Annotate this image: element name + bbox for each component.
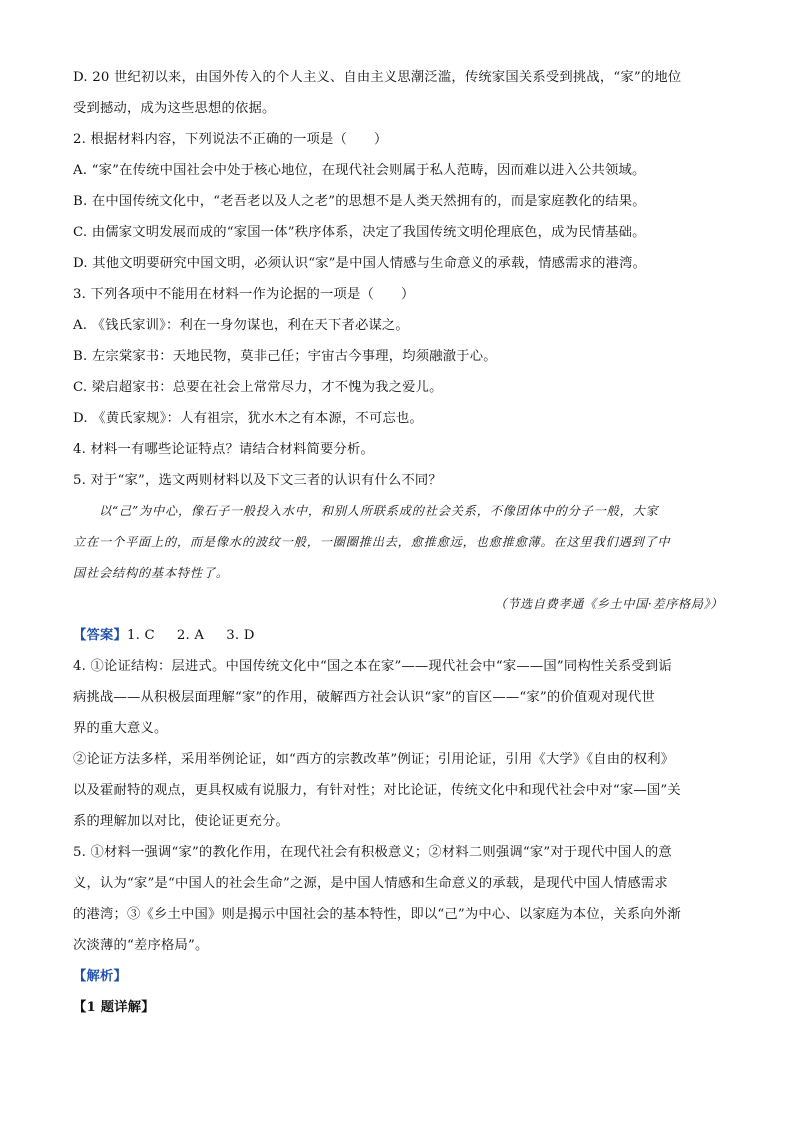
- quote-line-2: 立在一个平面上的，而是像水的波纹一般，一圈圈推出去，愈推愈远，也愈推愈薄。在这里我们遇到了中: [73, 535, 671, 549]
- answer-5-line: 义，认为“家”是“中国人的社会生命”之源，是中国人情感和生命意义的承载，是现代中国人情感需求: [73, 876, 668, 891]
- quote-source: （节选自费孝通《乡土中国·差序格局》）: [494, 597, 723, 611]
- answer-5: [73, 837, 723, 961]
- answer-4-line: 4. ①论证结构：层进式。中国传统文化中“国之本在家”——现代社会中“家——国”同构性关系受到诟: [73, 659, 672, 674]
- answer-4-line: 界的重大意义。: [73, 721, 168, 736]
- answer-label: 【答案】: [73, 628, 127, 643]
- question-2-option-d: D. 其他文明要研究中国文明，必须认识“家”是中国人情感与生命意义的承载，情感需求的港湾。: [73, 256, 647, 271]
- analysis-label: 【解析】: [73, 969, 127, 984]
- answer-1: 1. C: [127, 628, 155, 643]
- answer-2: 2. A: [176, 628, 205, 643]
- question-2-option-c: C. 由儒家文明发展而成的“家国一体”秩序体系，决定了我国传统文明伦理底色，成为民情基础。: [73, 225, 646, 240]
- answer-5-line: 的港湾；③《乡土中国》则是揭示中国社会的基本特性，即以“己”为中心、以家庭为本位，关系向外渐: [73, 907, 681, 922]
- quote-line-3: 国社会结构的基本特性了。: [73, 566, 229, 580]
- detail-label: 【1 题详解】: [73, 1000, 155, 1015]
- question-3-stem: 3. 下列各项中不能用在材料一作为论据的一项是（ ）: [73, 287, 415, 302]
- question-2-option-a: A. “家”在传统中国社会中处于核心地位，在现代社会则属于私人范畴，因而难以进入公共领域。: [73, 163, 646, 178]
- answer-4-line: 病挑战——从积极层面理解“家”的作用，破解西方社会认识“家”的盲区——“家”的价值观对现代世: [73, 690, 655, 705]
- answer-4: [73, 651, 723, 837]
- answer-5-line: 次淡薄的“差序格局”。: [73, 938, 209, 953]
- q1-option-d-line2: 受到撼动，成为这些思想的依据。: [73, 101, 276, 116]
- answer-5-line: 5. ①材料一强调“家”的教化作用，在现代社会有积极意义；②材料二则强调“家”对于现代中国人的意: [73, 845, 672, 860]
- question-3-option-d: D. 《黄氏家规》：人有祖宗，犹水木之有本源，不可忘也。: [73, 411, 424, 426]
- question-3-option-b: B. 左宗棠家书：天地民物，莫非己任；宇宙古今事理，均须融澈于心。: [73, 349, 497, 364]
- question-3-option-a: A. 《钱氏家训》：利在一身勿谋也，利在天下者必谋之。: [73, 318, 409, 333]
- answer-3: 3. D: [226, 628, 255, 643]
- quoted-passage: [73, 496, 723, 620]
- answer-4-line: ②论证方法多样，采用举例论证，如“西方的宗教改革”例证；引用论证，引用《大学》《自由的权利》: [73, 752, 675, 767]
- answer-4-line: 以及霍耐特的观点，更具权威有说服力，有针对性；对比论证，传统文化中和现代社会中对“家—国”关: [73, 783, 681, 798]
- document-page: [73, 62, 723, 1023]
- q1-option-d-line1: D. 20 世纪初以来，由国外传入的个人主义、自由主义思潮泛滥，传统家国关系受到挑战，“家”的地位: [73, 70, 682, 85]
- question-5-stem: 5. 对于“家”，选文两则材料以及下文三者的认识有什么不同？: [73, 473, 442, 488]
- answer-4-line: 系的理解加以对比，使论证更充分。: [73, 814, 289, 829]
- quote-line-1: 以“己”为中心，像石子一般投入水中，和别人所联系成的社会关系，不像团体中的分子一般，大家: [99, 504, 659, 518]
- question-2-stem: 2. 根据材料内容，下列说法不正确的一项是（ ）: [73, 132, 388, 147]
- question-2-option-b: B. 在中国传统文化中，“老吾老以及人之老”的思想不是人类天然拥有的，而是家庭教化的结果。: [73, 194, 646, 209]
- answer-line: [73, 620, 723, 651]
- question-3-option-c: C. 梁启超家书：总要在社会上常常尽力，才不愧为我之爱儿。: [73, 380, 443, 395]
- question-4-stem: 4. 材料一有哪些论证特点？请结合材料简要分析。: [73, 442, 374, 457]
